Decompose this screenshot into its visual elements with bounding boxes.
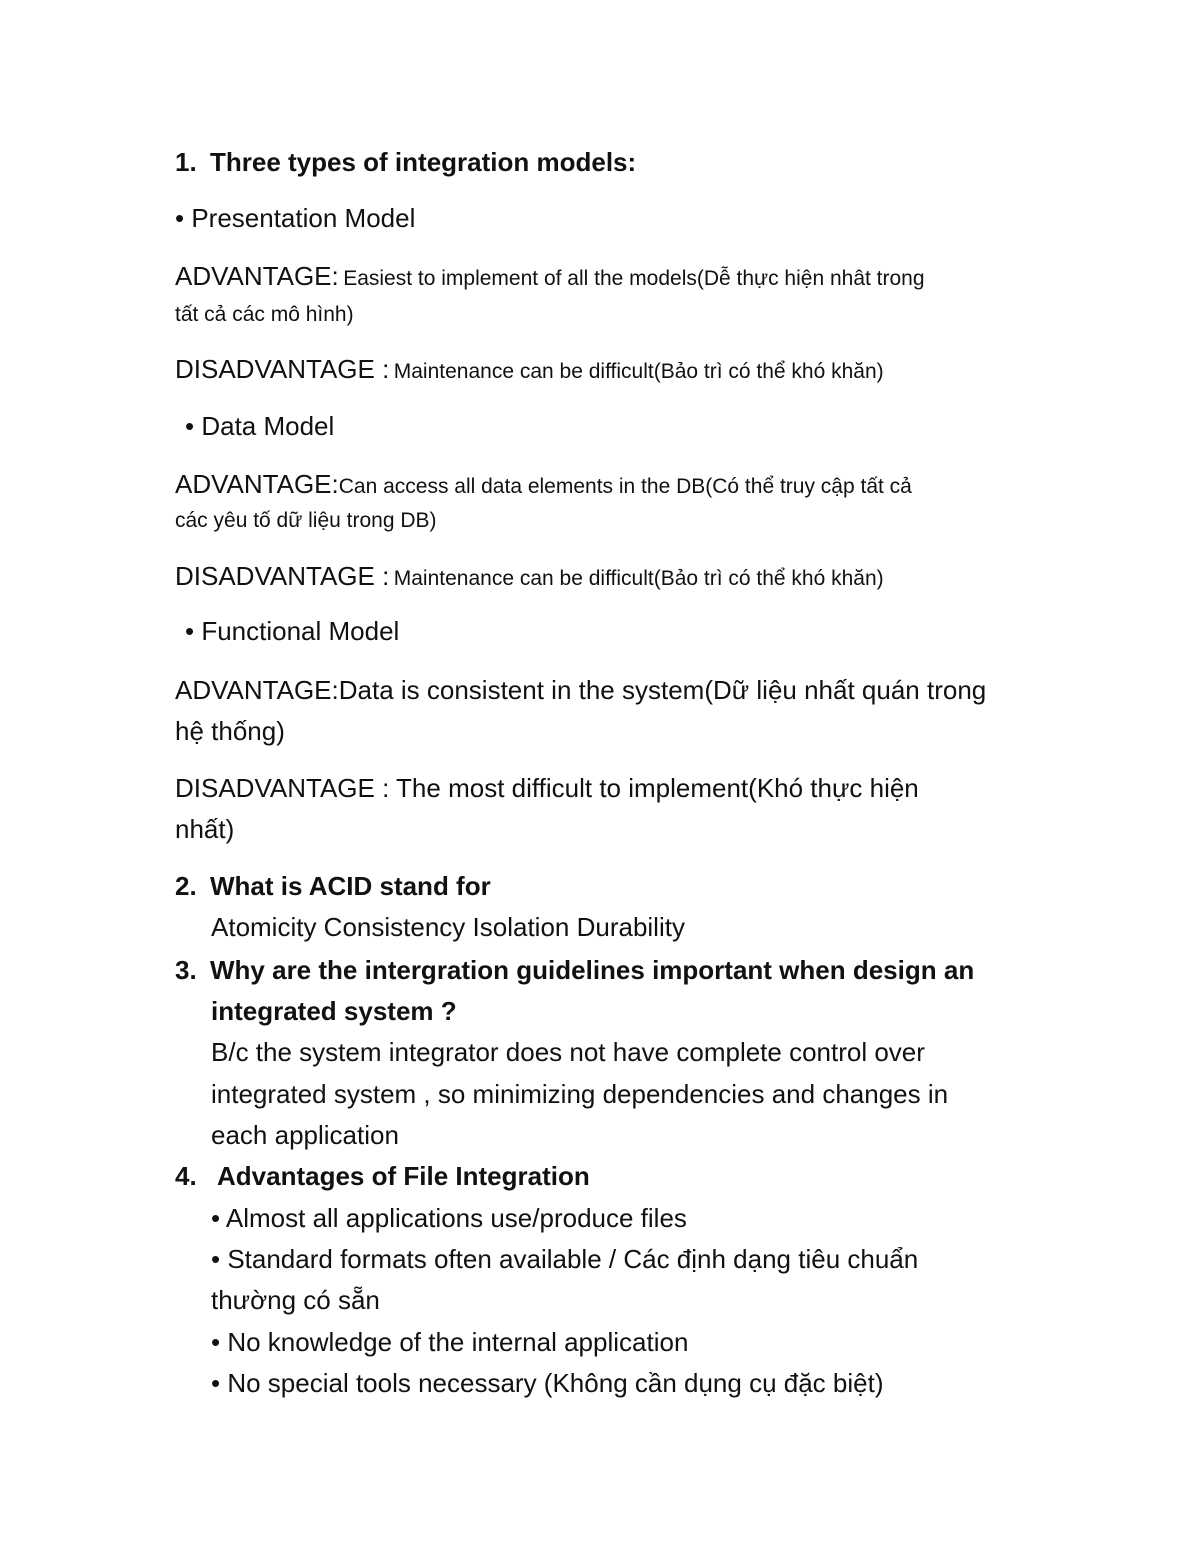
- section-4-item-cont: thường có sẵn: [211, 1285, 380, 1315]
- section-2-number: 2.: [175, 871, 197, 901]
- section-4-heading: [175, 1162, 590, 1192]
- functional-disadvantage-cont: nhất): [175, 814, 235, 844]
- section-1-heading: [175, 148, 636, 178]
- functional-advantage: ADVANTAGE:Data is consistent in the system(Dữ liệu nhất quán trong: [175, 675, 987, 705]
- disadvantage-label: DISADVANTAGE :: [175, 561, 390, 591]
- disadvantage-label: DISADVANTAGE :: [175, 354, 390, 384]
- section-2-heading: [175, 872, 491, 902]
- section-3-answer-line-2: integrated system , so minimizing dependencies and changes in: [211, 1079, 949, 1109]
- data-model-bullet: • Data Model: [185, 411, 335, 441]
- presentation-disadvantage: [175, 355, 884, 385]
- section-1-number: 1.: [175, 147, 197, 177]
- section-4-number: 4.: [175, 1161, 197, 1191]
- data-disadvantage: [175, 562, 884, 592]
- section-3-answer-line-1: B/c the system integrator does not have complete control over: [211, 1037, 925, 1067]
- presentation-advantage-cont: tất cả các mô hình): [175, 303, 354, 326]
- advantage-label: ADVANTAGE:: [175, 469, 339, 499]
- presentation-advantage: [175, 262, 925, 292]
- section-3-heading: [175, 956, 974, 986]
- advantage-text: Can access all data elements in the DB(Có thể truy cập tất cả: [338, 475, 912, 498]
- disadvantage-text: Maintenance can be difficult(Bảo trì có thể khó khăn): [393, 360, 884, 383]
- data-advantage-cont: các yêu tố dữ liệu trong DB): [175, 509, 437, 532]
- section-1-title: Three types of integration models:: [210, 147, 637, 177]
- advantage-label: ADVANTAGE:: [175, 261, 339, 291]
- section-2-title: What is ACID stand for: [210, 871, 491, 901]
- advantage-text: Easiest to implement of all the models(Dễ thực hiện nhât trong: [343, 267, 925, 290]
- functional-model-bullet: • Functional Model: [185, 616, 400, 646]
- section-3-title-cont: integrated system ?: [211, 996, 457, 1026]
- section-4-item: • No knowledge of the internal application: [211, 1327, 689, 1357]
- section-4-title: Advantages of File Integration: [217, 1161, 590, 1191]
- functional-disadvantage: DISADVANTAGE : The most difficult to implement(Khó thực hiện: [175, 773, 919, 803]
- functional-advantage-cont: hệ thống): [175, 716, 285, 746]
- section-3-answer-line-3: each application: [211, 1120, 399, 1150]
- data-advantage: [175, 470, 912, 500]
- presentation-model-bullet: • Presentation Model: [175, 203, 416, 233]
- section-4-item: • Standard formats often available / Các định dạng tiêu chuẩn: [211, 1244, 919, 1274]
- disadvantage-text: Maintenance can be difficult(Bảo trì có thể khó khăn): [393, 567, 884, 590]
- section-4-item: • Almost all applications use/produce files: [211, 1203, 687, 1233]
- section-3-title: Why are the intergration guidelines important when design an: [210, 955, 975, 985]
- section-3-number: 3.: [175, 955, 197, 985]
- section-4-item: • No special tools necessary (Không cần dụng cụ đặc biệt): [211, 1368, 884, 1398]
- section-2-answer: Atomicity Consistency Isolation Durability: [211, 912, 685, 942]
